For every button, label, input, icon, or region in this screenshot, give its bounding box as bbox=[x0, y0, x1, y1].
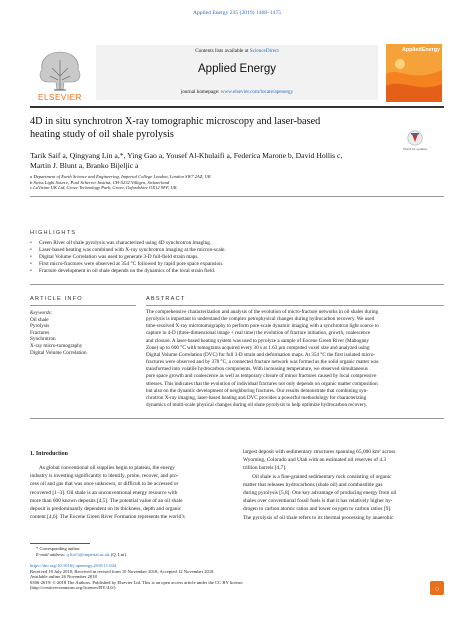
abstract-heading: ABSTRACT bbox=[146, 296, 186, 302]
email-suffix: (Q. Lin). bbox=[109, 551, 128, 557]
journal-reference[interactable]: Applied Energy 235 (2019) 1468–1475 bbox=[192, 10, 282, 16]
contents-prefix: Contents lists available at bbox=[195, 48, 250, 54]
authors bbox=[30, 151, 445, 171]
abstract-line: Digital Volume Correlation (DVC) for full 3-D strain and deformation maps. At 354 °C the first isolated micro- bbox=[146, 351, 376, 358]
intro-line: recovered [1–3]. Oil shale is an unconventional energy resource with bbox=[30, 489, 178, 496]
intro-line: during pyrolysis [5,8]. One key advantage of producing energy from oil bbox=[243, 490, 397, 497]
homepage-prefix: journal homepage: bbox=[180, 89, 221, 95]
abstract-line: and closure. A laser-based heating system was used to pyrolyze a sample of Eocene Green River (Mahogany bbox=[146, 337, 370, 344]
highlight-item bbox=[30, 268, 440, 275]
keywords-label: Keywords: bbox=[30, 310, 53, 316]
open-access-icon bbox=[429, 580, 445, 596]
email-label: E-mail address: bbox=[36, 551, 67, 557]
affiliations bbox=[30, 174, 445, 191]
intro-line: deposit is predominantly dependent on its thickness, depth and organic bbox=[30, 506, 182, 513]
contents-line bbox=[96, 48, 378, 54]
intro-line: shales over conventional fossil fuels is that it has relatively higher hy- bbox=[243, 498, 393, 505]
abstract-line: Zone) up to 600 °C with tomograms acquired every 30 s at 1.63 μm computed voxel size and analyzed using bbox=[146, 344, 370, 351]
cover-title: AppliedEnergy bbox=[401, 47, 440, 53]
intro-line: more than 600 known deposits [4,5]. The potential value of an oil shale bbox=[30, 497, 183, 504]
intro-line: Wyoming, Colorado and Utah with an estimated oil reserves of 4.3 bbox=[243, 457, 387, 464]
highlights-list bbox=[30, 240, 440, 275]
abstract-body bbox=[146, 309, 444, 409]
corresponding-author: * Corresponding author. bbox=[36, 546, 81, 551]
abstract-line: pyrolysis is important to understand the complex petrophysical changes during hydrocarbon recovery. We used bbox=[146, 316, 375, 323]
abstract-line: fractures were observed and by 378 °C, a connected fracture network was formed as the solid organic matter was bbox=[146, 359, 379, 366]
homepage-link[interactable]: www.elsevier.com/locate/apenergy bbox=[220, 89, 294, 95]
abstract-line: transformed into volatile hydrocarbon components. With increasing temperature, we observed simultaneous bbox=[146, 366, 368, 373]
email-link[interactable]: q.lin11@imperial.ac.uk bbox=[66, 551, 110, 557]
abstract-line: capture in 4-D (three-dimensional image + real time) the evolution of fracture initiation, growth, coalescence bbox=[146, 330, 371, 337]
license-line-2[interactable]: (http://creativecommons.org/licenses/BY/4.0/). bbox=[30, 585, 117, 591]
highlight-text: Green River oil shale pyrolysis was characterized using 4D synchrotron imaging. bbox=[39, 240, 212, 246]
highlight-text: Laser-based heating was combined with X-ray synchrotron imaging at the micron-scale. bbox=[39, 246, 226, 253]
email-line bbox=[30, 552, 330, 558]
badge-text: Check for updates bbox=[402, 147, 428, 151]
intro-line: cess oil and gas that was once unknown, or difficult to be accessed or bbox=[30, 481, 179, 488]
abstract-line: The comprehensive characterization and analysis of the evolution of micro-fracture networks in oil shales during bbox=[146, 309, 379, 315]
highlights-bottom-rule bbox=[30, 284, 444, 285]
intro-line: drogen to carbon atomic ratios and lower oxygen to carbon ratios [9]. bbox=[243, 506, 392, 513]
affiliation-b: b Swiss Light Source, Paul Scherrer Institut, CH-5232 Villigen, Switzerland bbox=[30, 179, 170, 185]
intro-line: The pyrolysis of oil shale refers to its thermal processing by anaerobic bbox=[243, 514, 394, 521]
bullet-icon: • bbox=[30, 267, 32, 274]
bullet-icon: • bbox=[30, 253, 32, 260]
highlight-item bbox=[30, 254, 440, 261]
abstract-line: chrotron X-ray imaging, laser-based heating and DVC provides a powerful methodology for characterizing bbox=[146, 394, 367, 401]
article-title bbox=[30, 116, 375, 141]
keyword-item: Oil shale bbox=[30, 316, 49, 323]
masthead-rule bbox=[30, 106, 444, 108]
abstract-rule bbox=[146, 305, 444, 306]
check-for-updates-icon bbox=[407, 130, 423, 146]
homepage-line bbox=[96, 89, 378, 95]
intro-line: largest deposit with sedimentary structures spanning 65,000 km² across bbox=[243, 449, 396, 455]
keyword-item: Fractures bbox=[30, 329, 50, 336]
keyword-item: X-ray micro-tomography bbox=[30, 342, 83, 349]
journal-cover bbox=[386, 44, 442, 102]
title-line-1: 4D in situ synchrotron X-ray tomographic microscopy and laser-based bbox=[30, 116, 321, 127]
highlight-item bbox=[30, 240, 440, 247]
sciencedirect-link[interactable]: ScienceDirect bbox=[249, 48, 279, 54]
available-online: Available online 26 November 2018 bbox=[30, 574, 97, 580]
abstract-line: time-resolved X-ray microtomography to perform pore-scale dynamic imaging with a synchrotron light source to bbox=[146, 323, 379, 330]
publisher-name: ELSEVIER bbox=[38, 93, 82, 102]
bullet-icon: • bbox=[30, 246, 32, 253]
license-line-1: 0306-2619/ © 2018 The Authors. Published by Elsevier Ltd. This is an open access article under the CC BY license bbox=[30, 579, 243, 585]
received-dates: Received 18 July 2018; Received in revised form 10 November 2018; Accepted 12 November 2018 bbox=[30, 568, 214, 574]
intro-line: As global conventional oil supplies begin to plateau, the energy bbox=[39, 465, 175, 471]
intro-line: content [4,6]. The Eocene Green River Formation represents the world’s bbox=[30, 514, 185, 521]
svg-text:○: ○ bbox=[434, 586, 440, 593]
elsevier-tree-icon bbox=[30, 46, 90, 94]
article-info-rule bbox=[30, 305, 136, 306]
keyword-item: Digital Volume Correlation bbox=[30, 349, 87, 356]
bullet-icon: • bbox=[30, 240, 32, 246]
masthead-box bbox=[96, 45, 378, 100]
highlight-item bbox=[30, 261, 440, 268]
introduction-right-column bbox=[243, 448, 446, 522]
abstract-line: dynamics of multi-scale physical changes during oil shale pyrolysis to help optimize hydrocarbon recovery. bbox=[146, 402, 368, 409]
footnote bbox=[30, 546, 330, 557]
intro-line: trillion barrels [4,7]. bbox=[243, 465, 287, 472]
elsevier-logo bbox=[30, 46, 90, 102]
intro-line: Oil shale is a fine-grained sedimentary rock consisting of organic bbox=[252, 473, 392, 480]
authors-line-2: Martin J. Blunt a, Branko Bijeljic a bbox=[30, 161, 139, 171]
journal-title: Applied Energy bbox=[198, 63, 276, 75]
article-meta-footer bbox=[30, 563, 444, 591]
highlights-top-rule bbox=[30, 196, 444, 197]
highlight-text: Digital Volume Correlation was used to generate 3-D full-field strain maps. bbox=[39, 253, 199, 260]
doi-link[interactable]: https://doi.org/10.1016/j.apenergy.2018.11.044 bbox=[30, 563, 117, 568]
abstract-line: pore space growth and coalescence as well as temporary closure of minor fractures caused by local compressive bbox=[146, 373, 377, 380]
affiliation-a: a Department of Earth Science and Engineering, Imperial College London, London SW7 2AZ, UK bbox=[30, 174, 211, 179]
affiliation-c: c LaVision UK Ltd, Grove Technology Park, Grove, Oxfordshire OX12 9FF, UK bbox=[30, 185, 177, 191]
highlights-heading: HIGHLIGHTS bbox=[30, 230, 77, 236]
abstract-line: stresses. This indicates that the evolution of individual fractures not only depends on organic matter composition bbox=[146, 380, 378, 387]
introduction-heading: 1. Introduction bbox=[30, 451, 68, 457]
authors-line-1: Tarik Saif a, Qingyang Lin a,*, Ying Gao a, Yousef Al-Khulaifi a, Federica Marone b, David Hollis c, bbox=[30, 151, 343, 160]
keywords-block bbox=[30, 310, 136, 356]
title-line-2: heating study of oil shale pyrolysis bbox=[30, 128, 174, 140]
keyword-item: Synchrotron bbox=[30, 336, 56, 343]
intro-line: industry is investing significantly to identify, probe, recover, and pro- bbox=[30, 473, 179, 480]
highlight-text: Fracture development in oil shale depends on the dynamics of the local strain field. bbox=[39, 267, 216, 274]
intro-line: matter that releases hydrocarbons (shale oil) and combustible gas bbox=[243, 481, 383, 488]
highlight-text: First micro-fractures were observed at 354 °C followed by rapid pore space expansion. bbox=[39, 260, 224, 267]
bullet-icon: • bbox=[30, 260, 32, 267]
article-info-heading: ARTICLE INFO bbox=[30, 296, 83, 302]
keyword-item: Pyrolysis bbox=[30, 323, 50, 330]
abstract-bottom-rule bbox=[30, 418, 444, 419]
highlight-item bbox=[30, 247, 440, 254]
introduction-left-column bbox=[30, 464, 233, 521]
cover-art-icon bbox=[386, 44, 442, 102]
footnote-rule bbox=[30, 543, 90, 544]
abstract-line: but also on the dynamic development of neighboring fractures. Our results demonstrate that combining syn- bbox=[146, 387, 368, 394]
